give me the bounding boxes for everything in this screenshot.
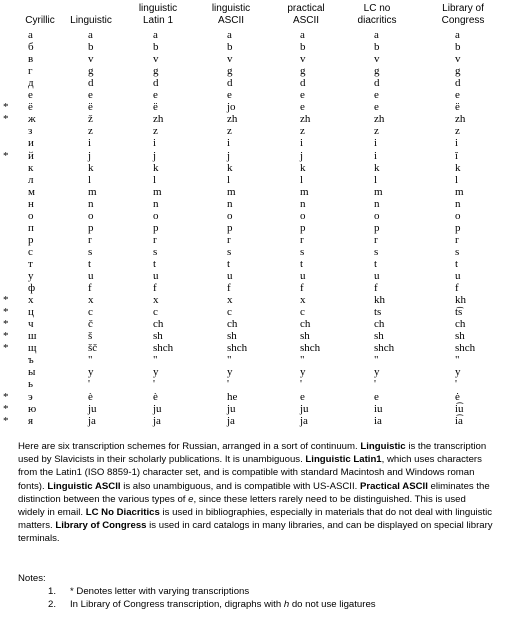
cell-library-of-congress: shch: [455, 342, 476, 355]
cell-cyrillic: в: [28, 53, 34, 66]
cell-linguistic-latin1: f: [153, 282, 157, 295]
cell-linguistic: t: [88, 257, 92, 270]
cell-linguistic: è: [88, 390, 93, 403]
cell-linguistic-latin1: n: [153, 197, 159, 210]
cell-lc-no-diacritics: e: [374, 390, 379, 403]
cell-library-of-congress: kh: [455, 294, 466, 307]
cell-lc-no-diacritics: z: [374, 125, 379, 138]
cell-linguistic: e: [88, 89, 93, 102]
cell-library-of-congress: e: [455, 89, 460, 102]
cell-library-of-congress: k: [455, 161, 461, 174]
cell-linguistic-ascii: sh: [227, 330, 237, 343]
cell-linguistic-ascii: n: [227, 197, 233, 210]
description-text: is also unambiguous, and is compatible with US-ASCII.: [120, 480, 360, 492]
cell-linguistic: č: [88, 318, 93, 331]
cell-linguistic-latin1: z: [153, 125, 158, 138]
cell-cyrillic: к: [28, 161, 34, 174]
cell-linguistic: d: [88, 77, 94, 90]
cell-lc-no-diacritics: a: [374, 29, 379, 41]
cell-library-of-congress: v: [455, 53, 461, 66]
note-text: [70, 598, 376, 611]
scheme-name: Library of Congress: [55, 520, 147, 532]
cell-linguistic-latin1: ": [153, 354, 158, 367]
cell-library-of-congress: ': [455, 378, 457, 391]
cell-cyrillic: ч: [28, 318, 34, 331]
cell-linguistic-ascii: e: [227, 89, 232, 102]
scheme-name: Linguistic Latin1: [305, 454, 382, 466]
cell-practical-ascii: i: [300, 137, 304, 150]
cell-practical-ascii: ': [300, 378, 302, 391]
cell-linguistic-latin1: ë: [153, 101, 158, 114]
cell-linguistic-latin1: b: [153, 41, 159, 54]
cell-linguistic-ascii: f: [227, 282, 231, 295]
cell-lc-no-diacritics: ia: [374, 414, 382, 427]
cell-library-of-congress: ë: [455, 101, 460, 114]
cell-linguistic-ascii: s: [227, 245, 232, 258]
cell-linguistic-latin1: shch: [153, 342, 174, 355]
cell-linguistic-ascii: a: [227, 29, 232, 41]
cell-cyrillic: ш: [28, 330, 37, 343]
cell-cyrillic: н: [28, 197, 34, 210]
cell-linguistic: x: [88, 294, 94, 307]
cell-library-of-congress: p: [455, 221, 461, 234]
cell-practical-ascii: e: [300, 89, 305, 102]
cell-practical-ascii: ch: [300, 318, 311, 331]
cell-lc-no-diacritics: kh: [374, 294, 385, 307]
cell-practical-ascii: a: [300, 29, 305, 41]
varying-marker: *: [3, 342, 9, 355]
cell-cyrillic: ж: [28, 113, 36, 126]
cell-lc-no-diacritics: s: [374, 245, 379, 258]
cell-linguistic: z: [88, 125, 93, 138]
cell-linguistic: n: [88, 197, 94, 210]
cell-linguistic-latin1: r: [153, 233, 157, 246]
cell-lc-no-diacritics: y: [374, 366, 380, 379]
header-practical-ascii: practical ASCII: [287, 3, 325, 26]
cell-linguistic: ': [88, 378, 90, 391]
cell-library-of-congress: sh: [455, 330, 465, 343]
cell-cyrillic: х: [28, 294, 34, 307]
cell-linguistic-latin1: zh: [153, 113, 164, 126]
cell-lc-no-diacritics: o: [374, 209, 380, 222]
cell-cyrillic: р: [28, 233, 34, 246]
cell-cyrillic: я: [28, 414, 34, 427]
cell-linguistic: m: [88, 185, 97, 198]
cell-practical-ascii: o: [300, 209, 306, 222]
varying-marker: *: [3, 306, 9, 319]
cell-library-of-congress: l: [455, 173, 459, 186]
cell-linguistic-ascii: ch: [227, 318, 238, 331]
cell-practical-ascii: m: [300, 185, 309, 198]
cell-linguistic: v: [88, 53, 94, 66]
cell-linguistic-latin1: sh: [153, 330, 163, 343]
cell-library-of-congress: f: [455, 282, 459, 295]
cell-linguistic-latin1: j: [153, 149, 157, 162]
cell-practical-ascii: e: [300, 390, 305, 403]
cell-linguistic: ju: [88, 402, 97, 415]
cell-lc-no-diacritics: g: [374, 65, 380, 78]
cell-linguistic-ascii: ja: [227, 414, 235, 427]
cell-cyrillic: п: [28, 221, 34, 234]
cell-library-of-congress: r: [455, 233, 459, 246]
cell-practical-ascii: b: [300, 41, 306, 54]
cell-linguistic-ascii: p: [227, 221, 233, 234]
description-text: , which uses characters from the Latin1 (ISO 8859-1) character set, and is compatible with standard Macintosh and Windows roman fonts).: [18, 454, 482, 492]
cell-cyrillic: е: [28, 89, 33, 102]
cell-linguistic-latin1: l: [153, 173, 157, 186]
cell-practical-ascii: y: [300, 366, 306, 379]
cell-cyrillic: э: [28, 390, 33, 403]
cell-lc-no-diacritics: b: [374, 41, 380, 54]
varying-marker: *: [3, 390, 9, 403]
notes-list: [18, 585, 498, 611]
cell-linguistic-latin1: g: [153, 65, 159, 78]
cell-linguistic-ascii: b: [227, 41, 233, 54]
cell-linguistic-latin1: v: [153, 53, 159, 66]
cell-linguistic-ascii: jo: [227, 101, 236, 114]
cell-library-of-congress: i: [455, 137, 459, 150]
cell-linguistic-ascii: he: [227, 390, 238, 403]
cell-cyrillic: ё: [28, 101, 33, 114]
cell-cyrillic: ь: [28, 378, 34, 391]
header-lc-no-diacritics: LC no diacritics: [357, 3, 397, 26]
cell-linguistic-latin1: k: [153, 161, 159, 174]
cell-lc-no-diacritics: m: [374, 185, 383, 198]
cell-linguistic-latin1: d: [153, 77, 159, 90]
cell-library-of-congress: m: [455, 185, 464, 198]
cell-practical-ascii: l: [300, 173, 304, 186]
cell-linguistic-ascii: g: [227, 65, 233, 78]
varying-marker: *: [3, 113, 9, 126]
cell-linguistic-ascii: j: [227, 149, 231, 162]
cell-practical-ascii: s: [300, 245, 305, 258]
cell-library-of-congress: b: [455, 41, 461, 54]
cell-practical-ascii: n: [300, 197, 306, 210]
cell-linguistic-latin1: s: [153, 245, 158, 258]
description-text: is used in bibliographies, especially in materials that do not deal with linguistic matters.: [18, 507, 493, 532]
cell-linguistic-ascii: ": [227, 354, 232, 367]
cell-lc-no-diacritics: ch: [374, 318, 385, 331]
cell-linguistic: y: [88, 366, 94, 379]
cell-library-of-congress: a: [455, 29, 460, 41]
cell-cyrillic: й: [28, 149, 34, 162]
cell-linguistic-ascii: v: [227, 53, 233, 66]
cell-linguistic: s: [88, 245, 93, 258]
cell-cyrillic: у: [28, 270, 34, 282]
description-text: eliminates the distinction between the various types of: [18, 480, 490, 505]
description-text: , since these letters rarely need to be distinguished. This is used widely in email.: [18, 493, 466, 519]
cell-lc-no-diacritics: t: [374, 257, 378, 270]
cell-lc-no-diacritics: p: [374, 221, 380, 234]
cell-linguistic: ž: [88, 113, 93, 126]
description-text: Here are six transcription schemes for Russian, arranged in a sort of continuum.: [18, 441, 361, 452]
cell-linguistic-latin1: u: [153, 270, 159, 282]
cell-linguistic-latin1: ': [153, 378, 155, 391]
cell-lc-no-diacritics: d: [374, 77, 380, 90]
cell-library-of-congress: t: [455, 257, 459, 270]
notes-title: Notes:: [18, 573, 46, 584]
cell-library-of-congress: i͡u: [455, 402, 464, 415]
cell-practical-ascii: zh: [300, 113, 311, 126]
description-text: is the transcription used by Slavicists in their scholarly publications. It is unambiguous.: [18, 441, 487, 466]
cell-linguistic-ascii: shch: [227, 342, 248, 355]
cell-linguistic-ascii: u: [227, 270, 233, 282]
cell-linguistic-ascii: x: [227, 294, 233, 307]
cell-practical-ascii: v: [300, 53, 306, 66]
cell-practical-ascii: k: [300, 161, 306, 174]
cell-linguistic-latin1: y: [153, 366, 159, 379]
cell-practical-ascii: ju: [300, 402, 309, 415]
cell-linguistic-latin1: ch: [153, 318, 164, 331]
cell-linguistic-ascii: k: [227, 161, 233, 174]
cell-practical-ascii: t: [300, 257, 304, 270]
cell-library-of-congress: u: [455, 270, 461, 282]
cell-linguistic-latin1: p: [153, 221, 159, 234]
cell-cyrillic: ъ: [28, 354, 34, 367]
cell-lc-no-diacritics: iu: [374, 402, 383, 415]
cell-cyrillic: а: [28, 29, 33, 41]
cell-library-of-congress: z: [455, 125, 460, 138]
cell-practical-ascii: f: [300, 282, 304, 295]
scheme-name: Linguistic ASCII: [47, 480, 121, 492]
cell-lc-no-diacritics: r: [374, 233, 378, 246]
cell-linguistic-ascii: ': [227, 378, 229, 391]
cell-linguistic: f: [88, 282, 92, 295]
cell-linguistic-latin1: i: [153, 137, 157, 150]
cell-linguistic: u: [88, 270, 94, 282]
cell-linguistic-latin1: e: [153, 89, 158, 102]
note-text-main: * Denotes letter with varying transcriptions: [70, 586, 250, 597]
cell-cyrillic: л: [28, 173, 34, 186]
cell-practical-ascii: c: [300, 306, 305, 319]
cell-lc-no-diacritics: l: [374, 173, 378, 186]
cell-library-of-congress: ĭ: [455, 149, 459, 162]
cell-cyrillic: о: [28, 209, 34, 222]
varying-marker: *: [3, 294, 9, 307]
cell-linguistic-ascii: l: [227, 173, 231, 186]
cell-cyrillic: б: [28, 41, 34, 54]
note-text-main: In Library of Congress transcription, digraphs with: [70, 599, 284, 610]
cell-linguistic-ascii: z: [227, 125, 232, 138]
note-number: 2.: [48, 599, 57, 610]
cell-linguistic-ascii: o: [227, 209, 233, 222]
cell-linguistic-ascii: m: [227, 185, 236, 198]
varying-marker: *: [3, 414, 9, 427]
cell-linguistic-latin1: c: [153, 306, 158, 319]
cell-library-of-congress: zh: [455, 113, 466, 126]
cell-lc-no-diacritics: shch: [374, 342, 395, 355]
varying-marker: *: [3, 330, 9, 343]
varying-marker: *: [3, 149, 9, 162]
cell-lc-no-diacritics: n: [374, 197, 380, 210]
cell-practical-ascii: shch: [300, 342, 321, 355]
note-item: [18, 585, 498, 598]
cell-practical-ascii: r: [300, 233, 304, 246]
cell-cyrillic: щ: [28, 342, 37, 355]
cell-practical-ascii: ": [300, 354, 305, 367]
cell-cyrillic: г: [28, 65, 33, 78]
cell-linguistic: g: [88, 65, 94, 78]
cell-linguistic: r: [88, 233, 92, 246]
notes-section: [18, 572, 498, 611]
cell-library-of-congress: ch: [455, 318, 466, 331]
cell-library-of-congress: i͡a: [455, 414, 463, 427]
note-text-italic: h: [283, 599, 290, 610]
cell-linguistic: j: [88, 149, 92, 162]
cell-lc-no-diacritics: ': [374, 378, 376, 391]
cell-practical-ascii: z: [300, 125, 305, 138]
description-text: e: [188, 493, 194, 505]
header-linguistic-latin1: linguistic Latin 1: [138, 3, 178, 26]
cell-practical-ascii: j: [300, 149, 304, 162]
cell-cyrillic: с: [28, 245, 33, 258]
cell-cyrillic: ф: [28, 282, 36, 295]
cell-lc-no-diacritics: sh: [374, 330, 384, 343]
cell-practical-ascii: ja: [300, 414, 308, 427]
cell-linguistic-ascii: zh: [227, 113, 238, 126]
cell-practical-ascii: e: [300, 101, 305, 114]
cell-linguistic-ascii: d: [227, 77, 233, 90]
cell-linguistic: p: [88, 221, 94, 234]
cell-lc-no-diacritics: zh: [374, 113, 385, 126]
cell-lc-no-diacritics: i: [374, 149, 378, 162]
cell-library-of-congress: y: [455, 366, 461, 379]
cell-linguistic: ": [88, 354, 93, 367]
cell-linguistic-latin1: ju: [153, 402, 162, 415]
cell-library-of-congress: g: [455, 65, 461, 78]
cell-linguistic: a: [88, 29, 93, 41]
scheme-name: Linguistic: [360, 441, 406, 452]
cell-linguistic: c: [88, 306, 93, 319]
cell-linguistic: i: [88, 137, 92, 150]
cell-linguistic: ja: [88, 414, 96, 427]
cell-cyrillic: ю: [28, 402, 37, 415]
cell-linguistic-ascii: i: [227, 137, 231, 150]
cell-cyrillic: ы: [28, 366, 36, 379]
cell-linguistic: ë: [88, 101, 93, 114]
cell-library-of-congress: ": [455, 354, 460, 367]
header-linguistic-ascii: linguistic ASCII: [211, 3, 251, 26]
scheme-name: LC No Diacritics: [85, 507, 160, 519]
cell-cyrillic: д: [28, 77, 34, 90]
header-linguistic: Linguistic: [70, 15, 112, 26]
cell-linguistic-latin1: ja: [153, 414, 161, 427]
cell-linguistic-latin1: m: [153, 185, 162, 198]
cell-linguistic: š: [88, 330, 93, 343]
cell-practical-ascii: d: [300, 77, 306, 90]
cell-practical-ascii: sh: [300, 330, 310, 343]
cell-lc-no-diacritics: v: [374, 53, 380, 66]
cell-linguistic-latin1: o: [153, 209, 159, 222]
cell-library-of-congress: t͡s: [455, 306, 463, 319]
description-paragraph: [18, 440, 494, 546]
cell-linguistic-ascii: t: [227, 257, 231, 270]
cell-library-of-congress: d: [455, 77, 461, 90]
cell-library-of-congress: n: [455, 197, 461, 210]
cell-cyrillic: и: [28, 137, 34, 150]
cell-library-of-congress: o: [455, 209, 461, 222]
cell-linguistic-ascii: ju: [227, 402, 236, 415]
cell-lc-no-diacritics: e: [374, 89, 379, 102]
varying-marker: *: [3, 402, 9, 415]
cell-cyrillic: з: [28, 125, 33, 138]
cell-practical-ascii: p: [300, 221, 306, 234]
cell-cyrillic: т: [28, 257, 33, 270]
cell-linguistic-ascii: c: [227, 306, 232, 319]
description-text: is used in card catalogs in many libraries, and can be displayed on special library terminals.: [18, 520, 493, 545]
cell-linguistic: k: [88, 161, 94, 174]
cell-cyrillic: м: [28, 185, 35, 198]
cell-lc-no-diacritics: ": [374, 354, 379, 367]
cell-practical-ascii: u: [300, 270, 306, 282]
note-text: [70, 585, 249, 598]
varying-marker: *: [3, 318, 9, 331]
cell-practical-ascii: x: [300, 294, 306, 307]
cell-linguistic: šč: [88, 342, 98, 355]
cell-lc-no-diacritics: i: [374, 137, 378, 150]
cell-lc-no-diacritics: u: [374, 270, 380, 282]
cell-lc-no-diacritics: e: [374, 101, 379, 114]
cell-linguistic: b: [88, 41, 94, 54]
cell-library-of-congress: ė: [455, 390, 460, 403]
cell-linguistic-latin1: a: [153, 29, 158, 41]
header-library-of-congress: Library of Congress: [441, 3, 485, 26]
header-cyrillic: Cyrillic: [25, 15, 55, 26]
cell-linguistic: l: [88, 173, 92, 186]
cell-library-of-congress: s: [455, 245, 460, 258]
note-item: [18, 598, 498, 611]
cell-linguistic-ascii: y: [227, 366, 233, 379]
note-number: 1.: [48, 586, 57, 597]
cell-lc-no-diacritics: k: [374, 161, 380, 174]
cell-linguistic: o: [88, 209, 94, 222]
scheme-name: Practical ASCII: [359, 480, 428, 492]
cell-lc-no-diacritics: ts: [374, 306, 382, 319]
note-text-after: do not use ligatures: [289, 599, 376, 610]
cell-lc-no-diacritics: f: [374, 282, 378, 295]
varying-marker: *: [3, 101, 9, 114]
cell-cyrillic: ц: [28, 306, 34, 319]
cell-practical-ascii: g: [300, 65, 306, 78]
cell-linguistic-latin1: è: [153, 390, 158, 403]
cell-linguistic-ascii: r: [227, 233, 231, 246]
cell-linguistic-latin1: x: [153, 294, 159, 307]
cell-linguistic-latin1: t: [153, 257, 157, 270]
